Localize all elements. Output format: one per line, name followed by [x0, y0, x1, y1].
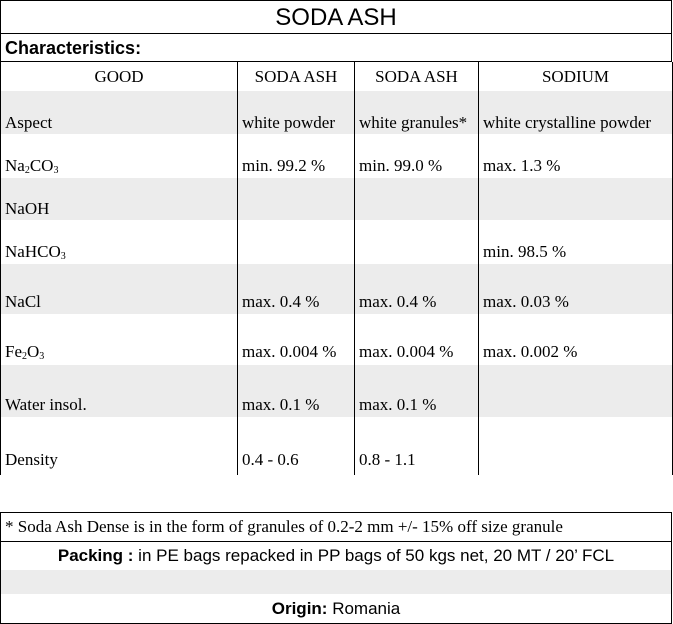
spacer-row — [1, 220, 673, 240]
cell-value: max. 0.002 % — [479, 338, 673, 365]
column-header-sodium: SODIUM — [479, 62, 673, 91]
table-row — [1, 393, 673, 417]
cell-value — [238, 240, 355, 264]
table-row — [1, 240, 673, 264]
cell-value — [479, 198, 673, 220]
row-label-aspect: Aspect — [1, 111, 238, 134]
cell-value: white granules* — [355, 111, 479, 134]
characteristics-heading: Characteristics: — [0, 34, 672, 62]
formula-subscript: 2 — [22, 350, 27, 362]
origin-label: Origin: — [271, 599, 328, 618]
spacer-row — [1, 314, 673, 338]
formula-part: CO — [29, 156, 54, 175]
spacer-row — [1, 417, 673, 445]
spacer-row — [1, 178, 673, 198]
table-row — [1, 290, 673, 314]
packing-origin-block — [0, 542, 672, 624]
cell-value: 0.8 - 1.1 — [355, 445, 479, 475]
table-row — [1, 111, 673, 134]
cell-value: max. 0.4 % — [355, 290, 479, 314]
cell-value — [355, 198, 479, 220]
spacer-row — [1, 134, 673, 154]
cell-value: 0.4 - 0.6 — [238, 445, 355, 475]
spacer-row — [1, 91, 673, 111]
table-row — [1, 154, 673, 178]
formula-part: O — [27, 341, 40, 361]
packing-line — [1, 542, 671, 570]
formula-subscript: 3 — [53, 165, 59, 176]
formula-subscript: 2 — [24, 165, 30, 176]
row-label-water-insol: Water insol. — [1, 393, 238, 417]
row-label-nacl: NaCl — [1, 290, 238, 314]
characteristics-table — [0, 62, 673, 475]
cell-value: max. 0.004 % — [355, 338, 479, 365]
formula-part: Na — [5, 156, 25, 175]
formula-part: Fe — [5, 341, 22, 361]
cell-value: min. 99.0 % — [355, 154, 479, 178]
table-row — [1, 198, 673, 220]
document-title: SODA ASH — [0, 0, 672, 34]
row-label-naoh: NaOH — [1, 198, 238, 220]
row-label-nahco3 — [1, 240, 238, 264]
table-header-row — [1, 62, 673, 91]
column-header-soda-ash-light: SODA ASH — [238, 62, 355, 91]
spacer-band — [1, 570, 671, 594]
cell-value: max. 0.1 % — [355, 393, 479, 417]
spacer-row — [1, 365, 673, 393]
cell-value: max. 1.3 % — [479, 154, 673, 178]
formula-subscript: 3 — [39, 350, 45, 362]
packing-text: in PE bags repacked in PP bags of 50 kgs net, 20 MT / 20’ FCL — [133, 546, 615, 565]
cell-value — [238, 198, 355, 220]
formula-subscript: 3 — [60, 251, 66, 262]
row-label-na2co3 — [1, 154, 238, 178]
origin-text: Romania — [327, 599, 401, 618]
cell-value — [479, 445, 673, 475]
cell-value: min. 98.5 % — [479, 240, 673, 264]
column-header-good: GOOD — [1, 62, 238, 91]
spacer-row — [1, 264, 673, 290]
cell-value: white crystalline powder — [479, 111, 673, 134]
footnote: * Soda Ash Dense is in the form of granules of 0.2-2 mm +/- 15% off size granule — [0, 512, 672, 542]
cell-value — [479, 393, 673, 417]
column-header-soda-ash-dense: SODA ASH — [355, 62, 479, 91]
cell-value: min. 99.2 % — [238, 154, 355, 178]
table-row — [1, 445, 673, 475]
cell-value — [355, 240, 479, 264]
row-label-density: Density — [1, 445, 238, 475]
row-label-fe2o3 — [1, 338, 238, 365]
cell-value: max. 0.004 % — [238, 338, 355, 365]
cell-value: max. 0.03 % — [479, 290, 673, 314]
table-row — [1, 338, 673, 365]
cell-value: white powder — [238, 111, 355, 134]
origin-line — [1, 595, 671, 623]
packing-label: Packing : — [57, 546, 134, 565]
cell-value: max. 0.4 % — [238, 290, 355, 314]
formula-part: NaHCO — [5, 242, 61, 261]
cell-value: max. 0.1 % — [238, 393, 355, 417]
